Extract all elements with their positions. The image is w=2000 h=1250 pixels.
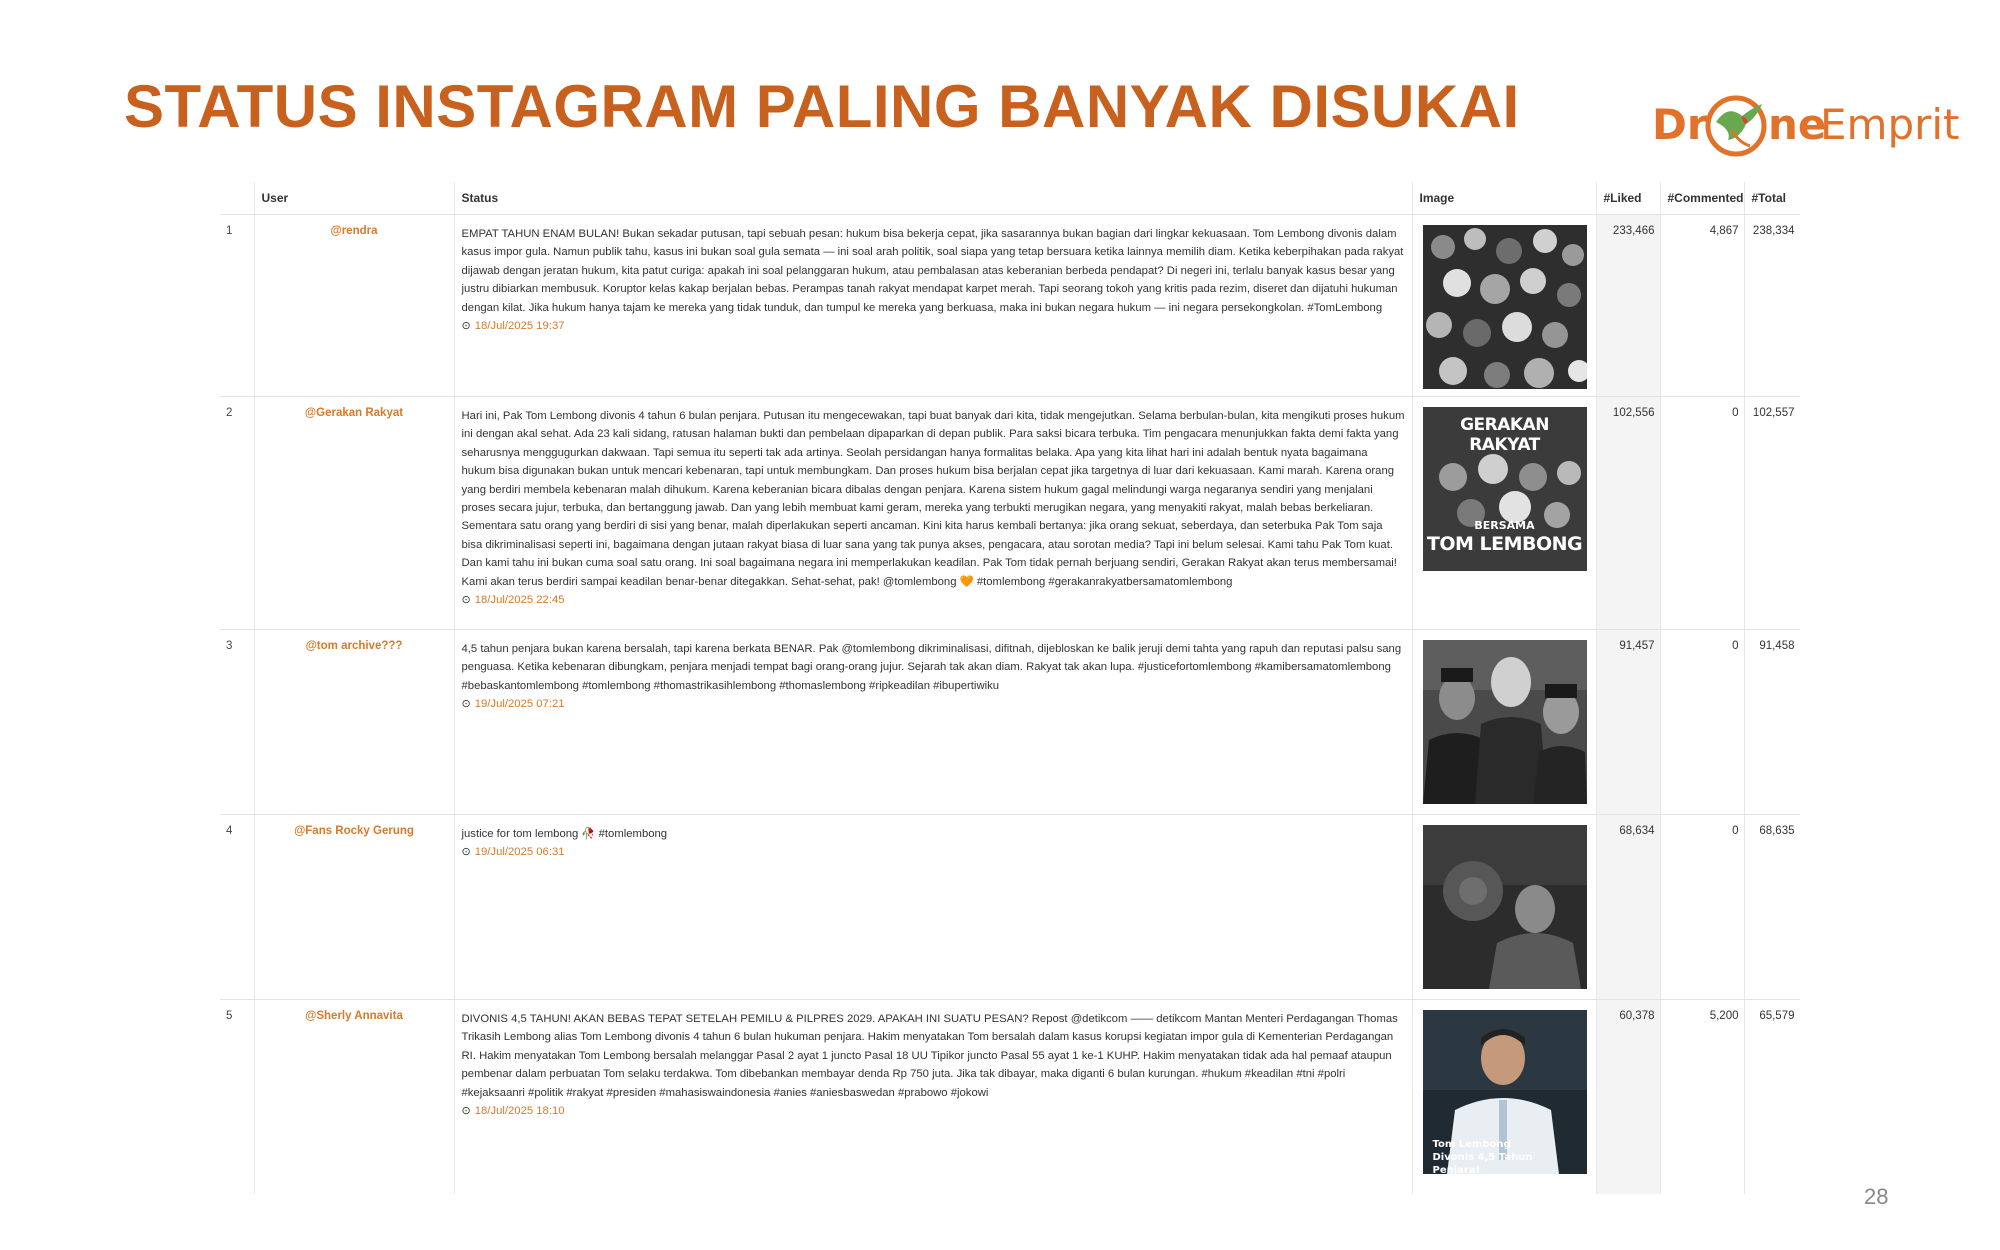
commented-count: 0 bbox=[1660, 815, 1744, 1000]
column-header-total[interactable]: #Total bbox=[1744, 182, 1800, 215]
status-cell bbox=[454, 397, 1412, 630]
page-title: STATUS INSTAGRAM PALING BANYAK DISUKAI bbox=[124, 73, 1520, 140]
column-header-status[interactable]: Status bbox=[454, 182, 1412, 215]
status-cell bbox=[454, 630, 1412, 815]
table-row bbox=[220, 815, 1800, 1000]
column-header-number[interactable] bbox=[220, 182, 254, 215]
table-row bbox=[220, 215, 1800, 397]
user-link[interactable]: @tom archive??? bbox=[254, 630, 454, 815]
clock-icon: ⊙ bbox=[461, 320, 471, 333]
table-row bbox=[220, 1000, 1800, 1195]
total-count: 238,334 bbox=[1744, 215, 1800, 397]
liked-count: 91,457 bbox=[1596, 630, 1660, 815]
column-header-image[interactable]: Image bbox=[1412, 182, 1596, 215]
clock-icon: ⊙ bbox=[461, 1105, 471, 1118]
timestamp[interactable] bbox=[462, 695, 1405, 713]
timestamp-text: 19/Jul/2025 06:31 bbox=[474, 846, 565, 859]
commented-count: 0 bbox=[1660, 630, 1744, 815]
row-number: 4 bbox=[220, 815, 254, 1000]
timestamp[interactable] bbox=[462, 843, 1405, 861]
total-count: 65,579 bbox=[1744, 1000, 1800, 1195]
table-row bbox=[220, 630, 1800, 815]
user-link[interactable]: @Sherly Annavita bbox=[254, 1000, 454, 1195]
column-header-commented[interactable]: #Commented bbox=[1660, 182, 1744, 215]
commented-count: 4,867 bbox=[1660, 215, 1744, 397]
status-text: DIVONIS 4,5 TAHUN! AKAN BEBAS TEPAT SETELAH PEMILU & PILPRES 2029. APAKAH INI SUATU PESAN? Repost @detikcom —— detikcom Mantan Menteri Perdagangan Thomas Trikasih Lembong alias Tom Lembong divonis 4 tahun 6 bulan hukuman penjara. Hakim menyatakan Tom bersalah dalam kasus korupsi kegiatan impor gula di Kementerian Perdagangan RI. Hakim menyatakan Tom Lembong bersalah melanggar Pasal 2 ayat 1 juncto Pasal 18 UU Tipikor juncto Pasal 55 ayat 1 ke-1 KUHP. Hakim menyatakan tidak ada hal pemaaf ataupun pembenar dalam perbuatan Tom selaku terdakwa. Tom dibebankan membayar denda Rp 750 juta. Jika tak dibayar, maka diganti 6 bulan kurungan. #hukum #keadilan #tni #polri #kejaksaanri #politik #rakyat #presiden #mahasiswaindonesia #anies #aniesbaswedan #prabowo #jokowi bbox=[461, 1013, 1398, 1099]
user-link[interactable]: @Gerakan Rakyat bbox=[254, 397, 454, 630]
timestamp-text: 19/Jul/2025 07:21 bbox=[474, 698, 565, 711]
portrait-photo-icon[interactable] bbox=[1423, 640, 1587, 804]
total-count: 68,635 bbox=[1744, 815, 1800, 1000]
man-photo-icon[interactable] bbox=[1423, 1010, 1587, 1174]
status-cell bbox=[454, 1000, 1412, 1195]
timestamp[interactable] bbox=[462, 317, 1405, 335]
poster-photo-icon[interactable] bbox=[1423, 407, 1587, 571]
image-cell bbox=[1412, 815, 1596, 1000]
total-count: 102,557 bbox=[1744, 397, 1800, 630]
image-cell bbox=[1412, 630, 1596, 815]
row-number: 2 bbox=[220, 397, 254, 630]
table-header-row bbox=[220, 182, 1800, 215]
status-text: 4,5 tahun penjara bukan karena bersalah, tapi karena berkata BENAR. Pak @tomlembong dikriminalisasi, difitnah, dijebloskan ke balik jeruji demi tahta yang rapuh dan reputasi palsu sang penguasa. Ketika kebenaran dibungkam, penjara menjadi tempat bagi orang-orang jujur. Sejarah tak akan diam. Rakyat tak akan lupa. #justicefortomlembong #kamibersamatomlembong #bebaskantomlembong #tomlembong #thomastrikasihlembong #thomaslembong #ripkeadilan #ibupertiwiku bbox=[461, 643, 1402, 692]
bird-icon bbox=[1702, 86, 1772, 162]
clock-icon: ⊙ bbox=[461, 846, 471, 859]
status-text: justice for tom lembong 🥀 #tomlembong bbox=[461, 828, 668, 840]
courtroom-photo-icon[interactable] bbox=[1423, 825, 1587, 989]
image-cell bbox=[1412, 1000, 1596, 1195]
column-header-liked[interactable]: #Liked bbox=[1596, 182, 1660, 215]
liked-count: 102,556 bbox=[1596, 397, 1660, 630]
poster-name: TOM LEMBONG bbox=[1426, 533, 1583, 555]
logo-text-emprit: Emprit bbox=[1820, 100, 1960, 149]
timestamp[interactable] bbox=[462, 1102, 1405, 1120]
table-row bbox=[220, 397, 1800, 630]
logo-text-dr: Dr bbox=[1652, 100, 1708, 149]
crowd-photo-icon[interactable] bbox=[1423, 225, 1587, 389]
liked-count: 68,634 bbox=[1596, 815, 1660, 1000]
poster-title: GERAKAN RAKYAT bbox=[1460, 415, 1549, 455]
poster-subtitle: BERSAMA bbox=[1474, 519, 1535, 532]
status-cell bbox=[454, 815, 1412, 1000]
row-number: 3 bbox=[220, 630, 254, 815]
image-cell bbox=[1412, 215, 1596, 397]
logo-text-ne: ne bbox=[1768, 100, 1827, 149]
commented-count: 0 bbox=[1660, 397, 1744, 630]
row-number: 5 bbox=[220, 1000, 254, 1195]
page-number: 28 bbox=[1864, 1184, 1889, 1209]
status-cell bbox=[454, 215, 1412, 397]
clock-icon: ⊙ bbox=[461, 698, 471, 711]
user-link[interactable]: @Fans Rocky Gerung bbox=[254, 815, 454, 1000]
drone-emprit-logo bbox=[1652, 86, 1960, 162]
timestamp-text: 18/Jul/2025 22:45 bbox=[474, 594, 565, 607]
photo-caption: Tom Lembong Divonis 4,5 Tahun Penjara! bbox=[1432, 1139, 1533, 1174]
status-text: Hari ini, Pak Tom Lembong divonis 4 tahun 6 bulan penjara. Putusan itu mengecewakan, tapi buat banyak dari kita, tidak mengejutkan. Selama berbulan-bulan, kita mengikuti proses hukum ini dengan akal sehat. Ada 23 kali sidang, ratusan halaman bukti dan pembelaan dipaparkan di depan publik. Para saksi bicara terbuka. Tim pengacara menunjukkan fakta demi fakta yang seharusnya menggugurkan dakwaan. Tapi semua itu seperti tak ada artinya. Seolah persidangan hanya formalitas belaka. Apa yang kita lihat hari ini adalah bentuk nyata bagaimana hukum bisa digunakan bukan untuk mencari kebenaran, tapi untuk membungkam. Dan proses hukum bisa berjalan cepat jika targetnya di luar dari kekuasaan. Kami marah. Karena orang yang berdiri membela kebenaran malah dihukum. Karena keberanian bicara dibalas dengan penjara. Karena sistem hukum gagal melindungi warga negaranya sendiri yang menjalani proses secara jujur, terbuka, dan bertanggung jawab. Dan yang lebih membuat kami geram, mereka yang terbukti merugikan negara, yang menyakiti rakyat, malah bebas berkeliaran. Sementara satu orang yang berdiri di sisi yang benar, malah diperlakukan seperti ancaman. Kini kita harus kembali bertanya: jika orang sekuat, seberdaya, dan seterbuka Pak Tom saja bisa dikriminalisasi seperti ini, bagaimana dengan jutaan rakyat biasa di luar sana yang tak punya akses, pengacara, atau sorotan media? Tapi ini belum selesai. Kami tahu Pak Tom kuat. Dan kami tahu ini bukan cuma soal satu orang. Ini soal bagaimana negara ini memperlakukan keadilan. Pak Tom tidak pernah berjuang sendiri, Gerakan Rakyat akan terus membersamai! Kami akan terus berdiri sampai keadilan benar-benar ditegakkan. Sehat-sehat, pak! @tomlembong 🧡 #tomlembong #gerakanrakyatbersamatomlembong bbox=[461, 410, 1405, 588]
row-number: 1 bbox=[220, 215, 254, 397]
timestamp-text: 18/Jul/2025 18:10 bbox=[474, 1105, 565, 1118]
timestamp-text: 18/Jul/2025 19:37 bbox=[474, 320, 565, 333]
user-link[interactable]: @rendra bbox=[254, 215, 454, 397]
commented-count: 5,200 bbox=[1660, 1000, 1744, 1195]
timestamp[interactable] bbox=[462, 591, 1405, 609]
column-header-user[interactable]: User bbox=[254, 182, 454, 215]
liked-count: 233,466 bbox=[1596, 215, 1660, 397]
instagram-status-table bbox=[220, 182, 1800, 1194]
clock-icon: ⊙ bbox=[461, 594, 471, 607]
liked-count: 60,378 bbox=[1596, 1000, 1660, 1195]
instagram-status-table-container bbox=[220, 182, 1800, 1194]
image-cell bbox=[1412, 397, 1596, 630]
status-text: EMPAT TAHUN ENAM BULAN! Bukan sekadar putusan, tapi sebuah pesan: hukum bisa bekerja cepat, jika sasarannya bukan bagian dari lingkar kekuasaan. Tom Lembong divonis dalam kasus impor gula. Namun publik tahu, kasus ini bukan soal gula semata — ini soal arah politik, soal siapa yang tetap bersuara ketika lainnya memilih diam. Ketika keberpihakan pada rakyat dijawab dengan jeratan hukum, kita patut curiga: apakah ini soal pelanggaran hukum, atau pembalasan atas keberanian berbeda pendapat? Di negeri ini, terlalu banyak kasus besar yang justru dibiarkan membusuk. Koruptor kelas kakap berjalan bebas. Perampas tanah rakyat mendapat karpet merah. Tapi seorang tokoh yang kritis pada rezim, diseret dan dijatuhi hukuman dengan kilat. Jika hukum hanya tajam ke mereka yang tidak tunduk, dan tumpul ke mereka yang berkuasa, maka ini bukan negara hukum — ini negara persekongkolan. #TomLembong bbox=[461, 228, 1404, 314]
total-count: 91,458 bbox=[1744, 630, 1800, 815]
